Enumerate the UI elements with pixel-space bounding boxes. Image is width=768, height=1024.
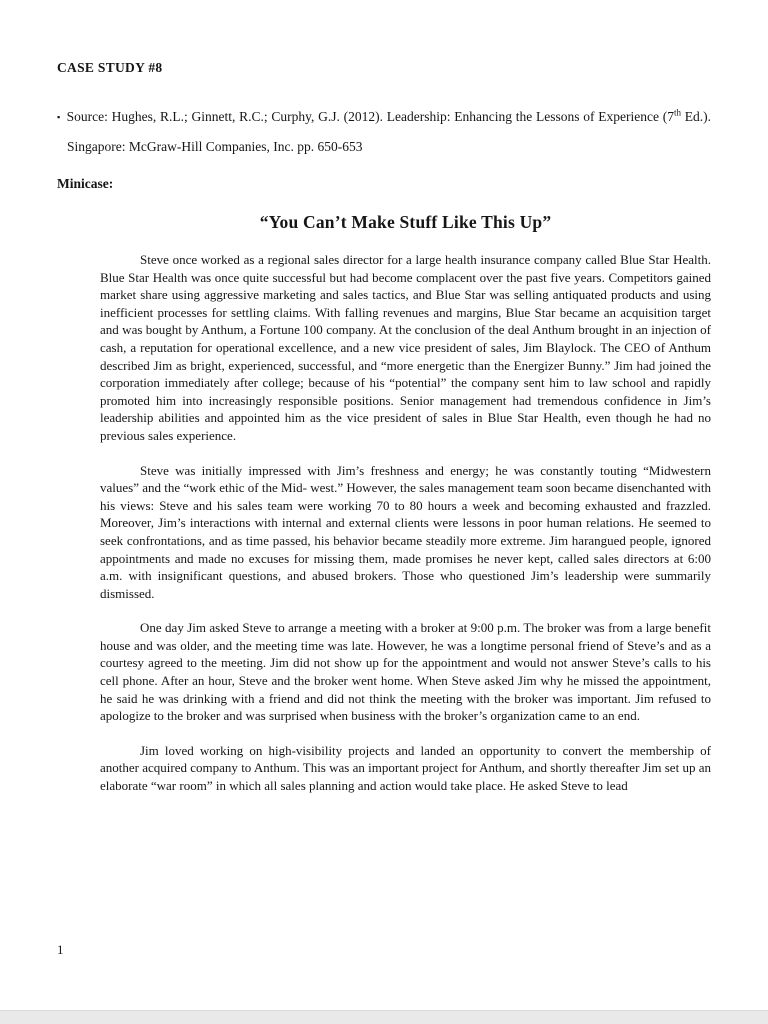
minicase-label: Minicase: [57,176,114,191]
paragraph: One day Jim asked Steve to arrange a meeting with a broker at 9:00 p.m. The broker was from a large benefit house and was older, and the meeting time was late. However, he was a longtime personal friend of Steve’s and as a courtesy agreed to the meeting. Jim did not show up for the appointment and would not answer Steve’s calls to his cell phone. After an hour, Steve and the broker went home. When Steve asked Jim why he missed the appointment, he said he was drinking with a friend and did not think the meeting with the broker was important. Jim refused to apologize to the broker and was surprised when business with the broker’s organization came to an end. [100,620,711,724]
paragraph: Steve was initially impressed with Jim’s freshness and energy; he was constantly touting “Midwestern values” and the “work ethic of the Mid- west.” However, the sales management team soon became disenchanted with his views: Steve and his sales team were working 70 to 80 hours a week and becoming exhausted and frazzled. Moreover, Jim’s interactions with internal and external clients were lessons in poor human relations. He seemed to seek confrontations, and as time passed, his behavior became steadily more extreme. Jim harangued people, ignored appointments and made no excuses for missing them, made promises he never kept, called sales directors at 6:00 a.m. with insignificant questions, and abused brokers. Those who questioned Jim’s leadership were summarily dismissed. [100,462,711,601]
source-citation-text-continued: Ed.). Singapore: McGraw-Hill Companies, Inc. pp. 650-653 [67,109,711,154]
source-citation-text: Source: Hughes, R.L.; Ginnett, R.C.; Curphy, G.J. (2012). Leadership: Enhancing the Lessons of Experience (7 [66,109,674,124]
case-study-heading: CASE STUDY #8 [57,60,163,75]
viewer-bottom-strip [0,1010,768,1024]
minicase-body [100,212,711,795]
minicase-title: “You Can’t Make Stuff Like This Up” [259,212,552,232]
page-number: 1 [57,942,64,957]
paragraph: Steve once worked as a regional sales director for a large health insurance company called Blue Star Health. Blue Star Health was once quite successful but had become complacent over the past five years. Competitors gained market share using aggressive marketing and sales tactics, and Blue Star was selling antiquated products and using inefficient processes for settling claims. With falling revenues and margins, Blue Star became an acquisition target and was bought by Anthum, a Fortune 100 company. At the conclusion of the deal Anthum brought in an injection of cash, a reputation for operational excellence, and a new vice president of sales, Jim Blaylock. The CEO of Anthum described Jim as bright, experienced, successful, and “more energetic than the Energizer Bunny.” Jim had joined the corporation immediately after college; because of his “potential” the company sent him to law school and rapidly promoted him into increasingly responsible positions. Senior management had tremendous confidence in Jim’s leadership abilities and appointed him as the vice president of sales in Blue Star Health, even though he had no previous sales experience. [100,252,711,443]
source-citation [57,102,711,162]
paragraph: Jim loved working on high-visibility projects and landed an opportunity to convert the membership of another acquired company to Anthum. This was an important project for Anthum, and shortly thereafter Jim set up an elaborate “war room” in which all sales planning and action would take place. He asked Steve to lead [100,742,711,794]
bullet-icon: ▪ [57,112,61,122]
source-citation-superscript: th [673,107,681,118]
